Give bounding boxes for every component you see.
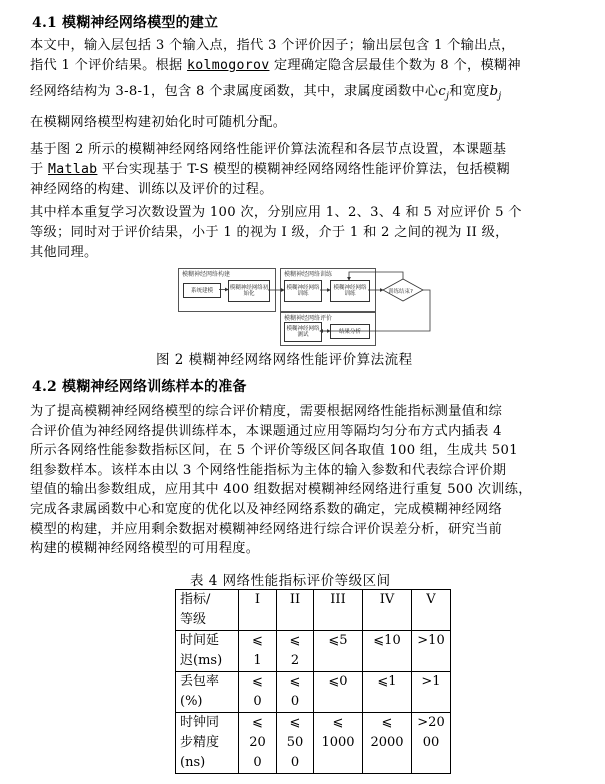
table-cell: ⩽ 20 0 [239, 713, 277, 774]
text-line: 基于图 2 所示的模糊神经网络网络性能评价算法流程和各层节点设置，本课题基 [30, 142, 507, 157]
paragraph-matlab-implementation [30, 140, 586, 200]
table-cell: ⩽ 50 0 [277, 713, 314, 774]
table-4-caption: 表 4 网络性能指标评价等级区间 [190, 573, 391, 589]
row-label: 时钟同 步精度 (ns) [176, 713, 239, 774]
table-row [176, 672, 451, 713]
math-var-c: $c_j$ [438, 84, 450, 102]
table-cell: ⩽ 0 [239, 672, 277, 713]
header-cell: I [239, 590, 277, 631]
header-cell: III [314, 590, 363, 631]
table-cell: >10 [412, 631, 451, 672]
text-line: 其他同理。 [30, 245, 98, 260]
group-eval-title: 模糊神经网络评价 [284, 315, 333, 322]
table-4-grade-intervals [175, 589, 451, 774]
box-result-analysis: 结果分析 [330, 324, 370, 339]
text-line: 模型的构建，并应用剩余数据对模糊神经网络进行综合评价误差分析，研究当前 [30, 521, 503, 537]
table-cell: >1 [412, 672, 451, 713]
text-fragment: 经网络结构为 3-8-1，包含 8 个隶属度函数，其中，隶属度函数中心 [30, 84, 439, 99]
table-cell: ⩽ 2000 [363, 713, 412, 774]
text-fragment: 定理确定隐含层最佳个数为 8 个，模糊神 [269, 58, 521, 73]
text-line: 其中样本重复学习次数设置为 100 次，分别应用 1、2、3、4 和 5 对应评价 5 个 [30, 205, 522, 220]
table-cell: ⩽ 2 [277, 631, 314, 672]
text-line [30, 56, 586, 76]
figure-2-caption: 图 2 模糊神经网络网络性能评价算法流程 [156, 352, 413, 368]
text-fragment: 指代 1 个评价结果。根据 [30, 58, 188, 73]
text-fragment: 于 [30, 162, 48, 177]
row-label: 丢包率 (%) [176, 672, 239, 713]
table-header-row [176, 590, 451, 631]
table-row [176, 713, 451, 774]
table-cell: ⩽10 [363, 631, 412, 672]
table-cell: >20 00 [412, 713, 451, 774]
math-var-b: $b_j$ [489, 84, 502, 102]
paragraph-training-samples [30, 402, 586, 559]
table-cell: ⩽0 [314, 672, 363, 713]
box-network-init: 模糊神经网络初始化 [228, 280, 270, 302]
text-line [30, 82, 586, 107]
box-train-2: 模糊神经网络训练 [330, 280, 370, 302]
figure-2-flowchart [178, 266, 436, 346]
header-cell: 指标/ 等级 [176, 590, 239, 631]
header-cell: V [412, 590, 451, 631]
section-4-2-heading: 4.2 模糊神经网络训练样本的准备 [32, 379, 247, 395]
flowchart-connectors [178, 266, 436, 346]
table-cell: ⩽1 [363, 672, 412, 713]
matlab-term: Matlab [47, 162, 98, 177]
table-cell: ⩽5 [314, 631, 363, 672]
header-cell: II [277, 590, 314, 631]
row-label: 时间延 迟(ms) [176, 631, 239, 672]
text-line: 望值的输出参数组成，应用其中 400 组数据对模糊神经网络进行重复 500 次训练， [30, 482, 532, 498]
text-line: 构建的模糊神经网络模型的可用程度。 [30, 541, 260, 557]
box-training-done: 训练结束? [388, 289, 413, 295]
table-cell: ⩽ 1 [239, 631, 277, 672]
box-train-1: 模糊神经网络训练 [284, 280, 322, 302]
table-cell: ⩽ 1000 [314, 713, 363, 774]
header-cell: IV [363, 590, 412, 631]
paragraph-model-structure [30, 36, 586, 133]
table-row [176, 631, 451, 672]
text-line [30, 160, 586, 180]
text-line: 所示各网络性能参数指标区间，在 5 个评价等级区间各取值 100 组，生成共 501 [30, 443, 518, 459]
paragraph-sample-repetition [30, 203, 586, 263]
text-line: 在模糊网络模型构建初始化时可随机分配。 [30, 114, 287, 130]
box-network-test: 模糊神经网络测试 [284, 322, 322, 342]
text-line: 组参数样本。该样本由以 3 个网络性能指标为主体的输入参数和代表综合评价期 [30, 462, 507, 478]
group-build-title: 模糊神经网络构建 [182, 271, 231, 278]
text-line: 等级；同时对于评价结果，小于 1 的视为 I 级，介于 1 和 2 之间的视为 II 级， [30, 225, 509, 240]
text-fragment: 和宽度 [449, 84, 490, 99]
text-line: 神经网络的构建、训练以及评价的过程。 [30, 182, 273, 197]
text-line: 合评价值为神经网络提供训练样本，本课题通过应用等隔均匀分布方式内插表 4 [30, 423, 502, 439]
group-train-title: 模糊神经网络训练 [284, 271, 333, 278]
box-system-model: 系统建模 [183, 283, 221, 298]
table-cell: ⩽ 0 [277, 672, 314, 713]
section-4-1-heading: 4.1 模糊神经网络模型的建立 [32, 15, 219, 31]
kolmogorov-term: kolmogorov [187, 58, 270, 73]
text-line: 本文中，输入层包括 3 个输入点，指代 3 个评价因子；输出层包含 1 个输出点， [30, 38, 515, 53]
text-fragment: 平台实现基于 T-S 模型的模糊神经网络网络性能评价算法，包括模糊 [97, 162, 511, 177]
text-line: 为了提高模糊神经网络模型的综合评价精度，需要根据网络性能指标测量值和综 [30, 404, 503, 419]
text-line: 完成各隶属函数中心和宽度的优化以及神经网络系数的确定，完成模糊神经网络 [30, 501, 503, 517]
